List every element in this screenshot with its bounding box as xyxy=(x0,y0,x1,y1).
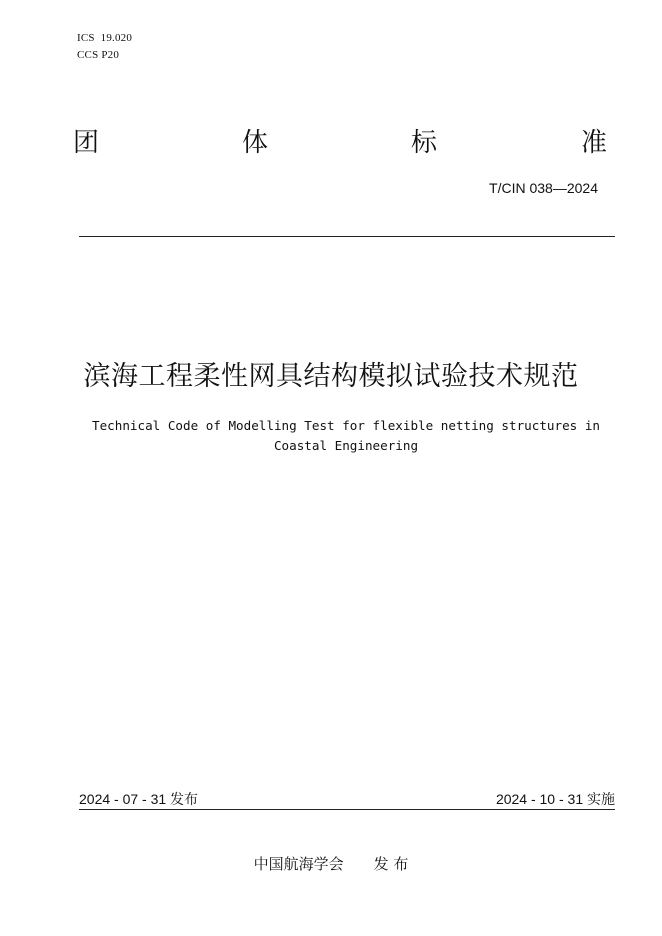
document-title-english xyxy=(70,416,622,456)
publisher-name: 中国航海学会 xyxy=(253,855,344,873)
standard-number: T/CIN 038—2024 xyxy=(489,180,598,196)
english-title-line-1: Technical Code of Modelling Test for flexible netting structures in xyxy=(92,418,600,433)
standard-type-char-2: 体 xyxy=(242,128,269,158)
footer-divider xyxy=(79,809,615,810)
ics-code: ICS 19.020 xyxy=(77,32,133,44)
standard-type-char-4: 准 xyxy=(581,128,608,158)
ccs-code: CCS P20 xyxy=(77,49,120,61)
standard-type-char-3: 标 xyxy=(411,128,438,158)
publish-date: 2024 - 07 - 31 发布 xyxy=(79,791,199,807)
publish-word: 发 布 xyxy=(373,855,409,873)
standard-type-char-1: 团 xyxy=(73,128,100,158)
english-title-line-2: Coastal Engineering xyxy=(273,438,419,453)
implement-date: 2024 - 10 - 31 实施 xyxy=(495,791,615,807)
publisher-line xyxy=(0,853,662,874)
document-title-chinese: 滨海工程柔性网具结构模拟试验技术规范 xyxy=(83,361,579,392)
header-divider xyxy=(79,236,615,237)
